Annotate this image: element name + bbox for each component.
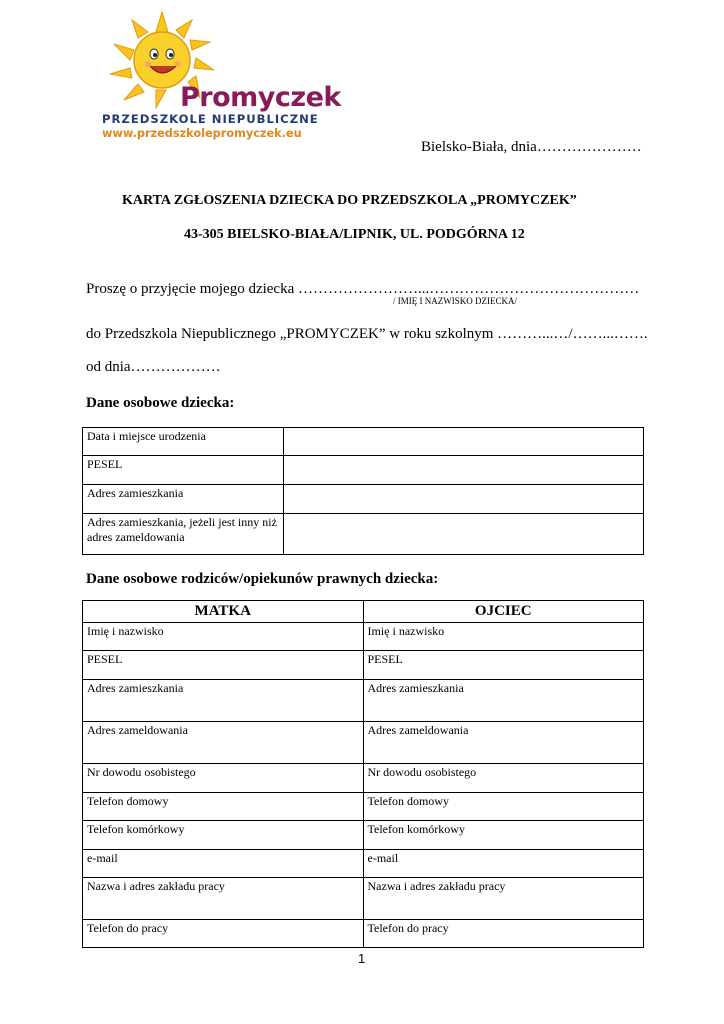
table-row	[83, 722, 644, 764]
logo-name: Promyczek	[180, 82, 341, 113]
table-row	[83, 456, 644, 485]
column-header-mother: MATKA	[83, 601, 364, 623]
logo-url: www.przedszkolepromyczek.eu	[102, 127, 302, 140]
school-year-line: do Przedszkola Niepublicznego „PROMYCZEK” w roku szkolnym ………...…/……...…….	[86, 326, 648, 342]
place-date: Bielsko-Biała, dnia…………………	[421, 139, 642, 155]
mother-field[interactable]: Telefon domowy	[83, 793, 364, 821]
mother-field[interactable]: Nazwa i adres zakładu pracy	[83, 878, 364, 920]
logo-subtitle: PRZEDSZKOLE NIEPUBLICZNE	[102, 112, 319, 126]
table-row	[83, 920, 644, 948]
form-address: 43-305 BIELSKO-BIAŁA/LIPNIK, UL. PODGÓRNA 12	[184, 227, 525, 242]
value-field[interactable]	[284, 514, 644, 555]
mother-field[interactable]: Telefon do pracy	[83, 920, 364, 948]
father-field[interactable]: Telefon komórkowy	[363, 821, 644, 850]
value-field[interactable]	[284, 456, 644, 485]
father-field[interactable]: PESEL	[363, 651, 644, 680]
mother-field[interactable]: Adres zamieszkania	[83, 680, 364, 722]
column-header-father: OJCIEC	[363, 601, 644, 623]
row-label: Adres zamieszkania, jeżeli jest inny niż adres zameldowania	[83, 514, 284, 555]
page-number: 1	[358, 951, 366, 966]
row-label: PESEL	[83, 456, 284, 485]
table-row	[83, 651, 644, 680]
table-row	[83, 878, 644, 920]
child-data-table	[82, 427, 644, 555]
father-field[interactable]: Adres zameldowania	[363, 722, 644, 764]
table-row	[83, 764, 644, 793]
kindergarten-logo	[92, 10, 341, 150]
row-label: Data i miejsce urodzenia	[83, 428, 284, 456]
request-line: Proszę o przyjęcie mojego dziecka ……………………...……………………………………	[86, 281, 640, 297]
form-title: KARTA ZGŁOSZENIA DZIECKA DO PRZEDSZKOLA „PROMYCZEK”	[122, 193, 577, 208]
mother-field[interactable]: Nr dowodu osobistego	[83, 764, 364, 793]
mother-field[interactable]: Telefon komórkowy	[83, 821, 364, 850]
from-date-line: od dnia………………	[86, 359, 221, 375]
father-field[interactable]: Adres zamieszkania	[363, 680, 644, 722]
mother-field[interactable]: PESEL	[83, 651, 364, 680]
table-row	[83, 623, 644, 651]
table-row	[83, 850, 644, 878]
father-field[interactable]: Telefon do pracy	[363, 920, 644, 948]
value-field[interactable]	[284, 485, 644, 514]
father-field[interactable]: Nazwa i adres zakładu pracy	[363, 878, 644, 920]
table-row	[83, 485, 644, 514]
parents-data-table	[82, 600, 644, 948]
table-row	[83, 821, 644, 850]
mother-field[interactable]: Imię i nazwisko	[83, 623, 364, 651]
parents-section-title: Dane osobowe rodziców/opiekunów prawnych dziecka:	[86, 571, 439, 587]
request-caption: / IMIĘ I NAZWISKO DZIECKA/	[393, 296, 517, 306]
mother-field[interactable]: e-mail	[83, 850, 364, 878]
row-label: Adres zamieszkania	[83, 485, 284, 514]
father-field[interactable]: Imię i nazwisko	[363, 623, 644, 651]
child-section-title: Dane osobowe dziecka:	[86, 395, 235, 411]
father-field[interactable]: Nr dowodu osobistego	[363, 764, 644, 793]
table-header-row	[83, 601, 644, 623]
father-field[interactable]: e-mail	[363, 850, 644, 878]
father-field[interactable]: Telefon domowy	[363, 793, 644, 821]
value-field[interactable]	[284, 428, 644, 456]
table-row	[83, 514, 644, 555]
table-row	[83, 428, 644, 456]
table-row	[83, 680, 644, 722]
table-row	[83, 793, 644, 821]
mother-field[interactable]: Adres zameldowania	[83, 722, 364, 764]
